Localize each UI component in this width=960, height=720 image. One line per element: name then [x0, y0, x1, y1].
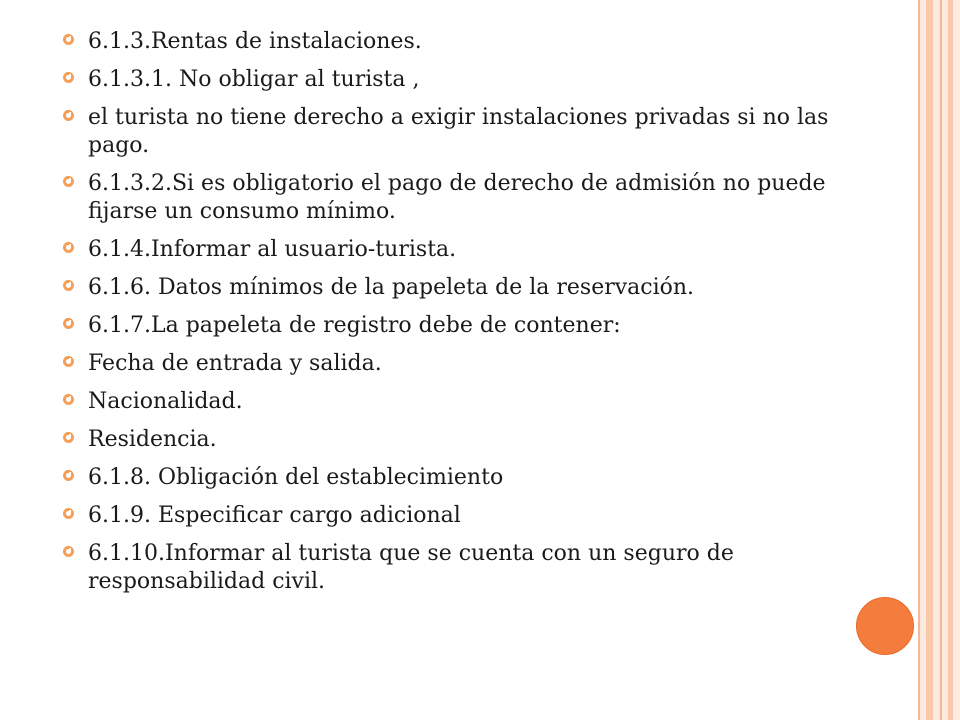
- bullet-icon: [63, 318, 74, 329]
- decorative-stripe-line: [926, 0, 933, 720]
- bullet-text: Residencia.: [88, 427, 217, 452]
- bullet-item: [60, 104, 860, 160]
- decorative-stripe-line: [918, 0, 920, 720]
- bullet-item: [60, 312, 860, 340]
- bullet-icon: [63, 432, 74, 443]
- decorative-stripe-band: [918, 0, 960, 720]
- bullet-icon: [63, 394, 74, 405]
- bullet-text: 6.1.6. Datos mínimos de la papeleta de la reservación.: [88, 275, 695, 300]
- bullet-item: [60, 170, 860, 226]
- decorative-stripe-line: [948, 0, 953, 720]
- bullet-list: [60, 28, 860, 606]
- bullet-icon: [63, 176, 74, 187]
- bullet-text: 6.1.3.2.Si es obligatorio el pago de derecho de admisión no puede fijarse un consumo mínimo.: [88, 171, 826, 224]
- bullet-icon: [63, 34, 74, 45]
- bullet-item: [60, 66, 860, 94]
- bullet-icon: [63, 356, 74, 367]
- bullet-item: [60, 236, 860, 264]
- bullet-text: 6.1.3.Rentas de instalaciones.: [88, 29, 422, 54]
- bullet-icon: [63, 508, 74, 519]
- bullet-item: [60, 502, 860, 530]
- bullet-text: 6.1.10.Informar al turista que se cuenta con un seguro de responsabilidad civil.: [88, 541, 734, 594]
- bullet-item: [60, 426, 860, 454]
- bullet-icon: [63, 280, 74, 291]
- bullet-text: 6.1.9. Especificar cargo adicional: [88, 503, 461, 528]
- bullet-text: Nacionalidad.: [88, 389, 243, 414]
- bullet-icon: [63, 110, 74, 121]
- bullet-text: 6.1.8. Obligación del establecimiento: [88, 465, 504, 490]
- bullet-item: [60, 464, 860, 492]
- bullet-icon: [63, 72, 74, 83]
- bullet-item: [60, 350, 860, 378]
- bullet-item: [60, 388, 860, 416]
- bullet-item: [60, 274, 860, 302]
- bullet-text: 6.1.3.1. No obligar al turista ,: [88, 67, 420, 92]
- bullet-text: 6.1.4.Informar al usuario-turista.: [88, 237, 457, 262]
- accent-circle: [856, 597, 914, 655]
- bullet-icon: [63, 470, 74, 481]
- bullet-item: [60, 540, 860, 596]
- decorative-stripe-line: [940, 0, 942, 720]
- bullet-text: 6.1.7.La papeleta de registro debe de contener:: [88, 313, 621, 338]
- bullet-icon: [63, 546, 74, 557]
- bullet-text: el turista no tiene derecho a exigir instalaciones privadas si no las pago.: [88, 105, 829, 158]
- bullet-item: [60, 28, 860, 56]
- bullet-text: Fecha de entrada y salida.: [88, 351, 382, 376]
- bullet-icon: [63, 242, 74, 253]
